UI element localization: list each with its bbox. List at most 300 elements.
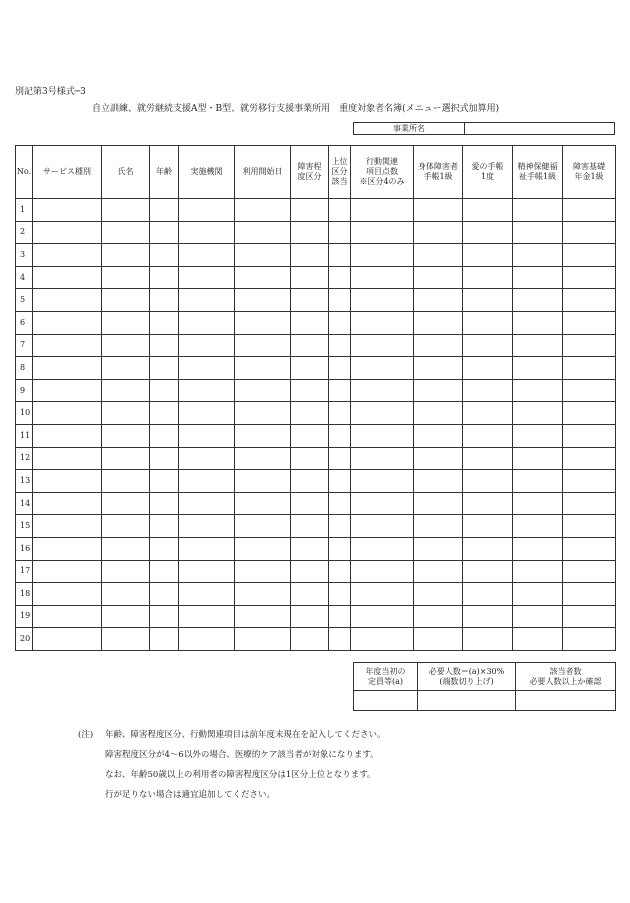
row-number: 17 [16, 560, 33, 583]
page-title: 自立訓練、就労継続支援A型・B型、就労移行支援事業所用 重度対象者名簿(メニュー選択式加算用) [92, 104, 500, 114]
table-cell[interactable] [513, 447, 563, 470]
table-cell[interactable] [291, 357, 329, 380]
table-cell[interactable] [563, 628, 616, 651]
row-number: 3 [16, 244, 33, 267]
table-cell[interactable] [414, 402, 463, 425]
summary-header-row [354, 663, 616, 691]
table-cell[interactable] [33, 266, 102, 289]
table-cell[interactable] [179, 289, 235, 312]
table-cell[interactable] [102, 357, 150, 380]
table-cell[interactable] [102, 221, 150, 244]
table-cell[interactable] [33, 515, 102, 538]
table-cell[interactable] [414, 379, 463, 402]
table-cell[interactable] [150, 447, 179, 470]
table-cell[interactable] [235, 221, 291, 244]
table-cell[interactable] [414, 357, 463, 380]
notes [78, 725, 386, 805]
row-number: 14 [16, 492, 33, 515]
table-cell[interactable] [463, 379, 513, 402]
row-number: 1 [16, 199, 33, 222]
note-text: なお、年齢50歳以上の利用者の障害程度区分は1区分上位となります。 [105, 770, 376, 780]
table-cell[interactable] [102, 583, 150, 606]
table-cell[interactable] [235, 199, 291, 222]
office-name-field[interactable] [465, 123, 615, 135]
table-cell[interactable] [329, 515, 351, 538]
table-cell[interactable] [414, 266, 463, 289]
table-cell[interactable] [150, 628, 179, 651]
table-cell[interactable] [414, 605, 463, 628]
table-cell[interactable] [329, 311, 351, 334]
row-number: 4 [16, 266, 33, 289]
table-cell[interactable] [235, 492, 291, 515]
table-cell[interactable] [563, 447, 616, 470]
table-cell[interactable] [463, 492, 513, 515]
table-cell[interactable] [463, 266, 513, 289]
table-cell[interactable] [351, 605, 414, 628]
table-cell[interactable] [563, 560, 616, 583]
table-cell[interactable] [179, 492, 235, 515]
table-cell[interactable] [33, 628, 102, 651]
table-cell[interactable] [563, 605, 616, 628]
column-header: 実施機関 [179, 146, 235, 199]
table-cell[interactable] [463, 605, 513, 628]
table-cell[interactable] [179, 537, 235, 560]
table-cell[interactable] [414, 199, 463, 222]
table-cell[interactable] [463, 424, 513, 447]
table-cell[interactable] [513, 537, 563, 560]
table-cell[interactable] [102, 560, 150, 583]
table-cell[interactable] [563, 266, 616, 289]
column-header: 行動関連 項目点数 ※区分4のみ [351, 146, 414, 199]
table-cell[interactable] [329, 357, 351, 380]
table-cell[interactable] [513, 492, 563, 515]
table-cell[interactable] [33, 221, 102, 244]
table-cell[interactable] [463, 221, 513, 244]
table-row [16, 628, 616, 651]
table-cell[interactable] [463, 289, 513, 312]
table-cell[interactable] [414, 221, 463, 244]
table-row [16, 266, 616, 289]
capacity-field[interactable] [354, 691, 418, 711]
table-cell[interactable] [291, 447, 329, 470]
table-cell[interactable] [235, 583, 291, 606]
table-row [16, 515, 616, 538]
table-row [16, 470, 616, 493]
table-cell[interactable] [235, 379, 291, 402]
table-cell[interactable] [329, 537, 351, 560]
table-cell[interactable] [150, 357, 179, 380]
table-cell[interactable] [102, 492, 150, 515]
column-header: No. [16, 146, 33, 199]
table-cell[interactable] [414, 334, 463, 357]
table-cell[interactable] [329, 244, 351, 267]
office-label: 事業所名 [354, 123, 465, 135]
table-cell[interactable] [102, 199, 150, 222]
note-line [78, 785, 386, 805]
table-cell[interactable] [150, 266, 179, 289]
table-cell[interactable] [291, 199, 329, 222]
table-cell[interactable] [414, 289, 463, 312]
table-cell[interactable] [414, 560, 463, 583]
table-cell[interactable] [414, 470, 463, 493]
table-cell[interactable] [102, 244, 150, 267]
table-cell[interactable] [102, 447, 150, 470]
table-cell[interactable] [179, 447, 235, 470]
row-number: 19 [16, 605, 33, 628]
table-cell[interactable] [150, 424, 179, 447]
table-cell[interactable] [235, 470, 291, 493]
table-cell[interactable] [291, 537, 329, 560]
table-cell[interactable] [150, 515, 179, 538]
table-cell[interactable] [463, 357, 513, 380]
table-cell[interactable] [351, 357, 414, 380]
table-cell[interactable] [351, 470, 414, 493]
note-line [78, 725, 386, 745]
table-cell[interactable] [329, 628, 351, 651]
table-cell[interactable] [235, 244, 291, 267]
table-cell[interactable] [235, 537, 291, 560]
note-text: 年齢、障害程度区分、行動関連項目は前年度末現在を記入してください。 [105, 730, 386, 740]
table-cell[interactable] [513, 266, 563, 289]
table-cell[interactable] [329, 560, 351, 583]
table-cell[interactable] [563, 424, 616, 447]
column-header: サービス種別 [33, 146, 102, 199]
table-cell[interactable] [414, 492, 463, 515]
table-cell[interactable] [291, 266, 329, 289]
table-cell[interactable] [351, 447, 414, 470]
table-cell[interactable] [102, 266, 150, 289]
table-cell[interactable] [329, 402, 351, 425]
roster-table [15, 145, 616, 651]
table-cell[interactable] [150, 537, 179, 560]
table-cell[interactable] [291, 492, 329, 515]
table-cell[interactable] [513, 470, 563, 493]
table-cell[interactable] [513, 357, 563, 380]
table-cell[interactable] [33, 244, 102, 267]
table-cell[interactable] [513, 515, 563, 538]
table-cell[interactable] [291, 583, 329, 606]
table-row [16, 357, 616, 380]
column-header: 愛の手帳 1度 [463, 146, 513, 199]
table-cell[interactable] [291, 605, 329, 628]
table-cell[interactable] [235, 560, 291, 583]
table-cell[interactable] [351, 311, 414, 334]
table-cell[interactable] [463, 311, 513, 334]
eligible-count-field[interactable] [516, 691, 616, 711]
summary-header: 必要人数＝(a)×30% (端数切り上げ) [418, 663, 516, 691]
table-cell[interactable] [179, 221, 235, 244]
table-cell[interactable] [102, 628, 150, 651]
column-header: 障害基礎 年金1級 [563, 146, 616, 199]
table-cell[interactable] [179, 244, 235, 267]
table-cell[interactable] [414, 515, 463, 538]
table-cell[interactable] [513, 244, 563, 267]
table-cell[interactable] [463, 628, 513, 651]
table-cell[interactable] [563, 199, 616, 222]
table-cell[interactable] [351, 379, 414, 402]
table-row [16, 402, 616, 425]
table-cell[interactable] [563, 311, 616, 334]
table-cell[interactable] [179, 515, 235, 538]
row-number: 10 [16, 402, 33, 425]
table-cell[interactable] [150, 605, 179, 628]
table-cell[interactable] [563, 492, 616, 515]
table-cell[interactable] [513, 560, 563, 583]
table-cell[interactable] [235, 357, 291, 380]
table-cell[interactable] [102, 605, 150, 628]
table-cell[interactable] [414, 311, 463, 334]
table-cell[interactable] [33, 447, 102, 470]
table-cell[interactable] [102, 515, 150, 538]
table-cell[interactable] [179, 402, 235, 425]
table-cell[interactable] [463, 244, 513, 267]
table-cell[interactable] [291, 244, 329, 267]
table-cell[interactable] [563, 379, 616, 402]
table-cell[interactable] [351, 424, 414, 447]
table-cell[interactable] [33, 605, 102, 628]
table-cell[interactable] [150, 402, 179, 425]
table-cell[interactable] [33, 537, 102, 560]
table-cell[interactable] [291, 424, 329, 447]
table-cell[interactable] [513, 289, 563, 312]
table-cell[interactable] [33, 560, 102, 583]
summary-value-row [354, 691, 616, 711]
table-cell[interactable] [563, 334, 616, 357]
table-cell[interactable] [351, 515, 414, 538]
table-cell[interactable] [102, 289, 150, 312]
note-text: 行が足りない場合は適宜追加してください。 [105, 790, 276, 800]
table-row [16, 289, 616, 312]
table-cell[interactable] [414, 583, 463, 606]
table-cell[interactable] [33, 289, 102, 312]
table-cell[interactable] [513, 628, 563, 651]
table-cell[interactable] [235, 515, 291, 538]
table-cell[interactable] [329, 289, 351, 312]
required-count-field[interactable] [418, 691, 516, 711]
table-cell[interactable] [329, 379, 351, 402]
table-cell[interactable] [33, 357, 102, 380]
table-row [16, 379, 616, 402]
table-cell[interactable] [179, 470, 235, 493]
table-cell[interactable] [414, 447, 463, 470]
table-cell[interactable] [179, 266, 235, 289]
table-cell[interactable] [291, 334, 329, 357]
table-cell[interactable] [351, 244, 414, 267]
table-cell[interactable] [463, 560, 513, 583]
table-cell[interactable] [291, 402, 329, 425]
note-line [78, 745, 386, 765]
column-header: 利用開始日 [235, 146, 291, 199]
table-cell[interactable] [33, 199, 102, 222]
table-cell[interactable] [463, 583, 513, 606]
table-cell[interactable] [291, 289, 329, 312]
column-header: 氏名 [102, 146, 150, 199]
table-cell[interactable] [102, 311, 150, 334]
table-cell[interactable] [291, 560, 329, 583]
column-header: 精神保健福 祉手帳1級 [513, 146, 563, 199]
table-cell[interactable] [329, 583, 351, 606]
table-cell[interactable] [179, 199, 235, 222]
table-cell[interactable] [563, 244, 616, 267]
table-cell[interactable] [563, 515, 616, 538]
table-row [16, 334, 616, 357]
table-cell[interactable] [150, 199, 179, 222]
table-cell[interactable] [291, 221, 329, 244]
table-cell[interactable] [351, 560, 414, 583]
table-cell[interactable] [102, 537, 150, 560]
table-cell[interactable] [291, 470, 329, 493]
table-cell[interactable] [513, 424, 563, 447]
column-header: 身体障害者 手帳1級 [414, 146, 463, 199]
table-cell[interactable] [179, 357, 235, 380]
table-cell[interactable] [463, 402, 513, 425]
table-cell[interactable] [179, 311, 235, 334]
table-cell[interactable] [33, 424, 102, 447]
table-cell[interactable] [179, 583, 235, 606]
table-cell[interactable] [329, 424, 351, 447]
table-cell[interactable] [513, 199, 563, 222]
table-cell[interactable] [351, 221, 414, 244]
table-cell[interactable] [102, 379, 150, 402]
table-cell[interactable] [329, 447, 351, 470]
table-cell[interactable] [329, 334, 351, 357]
table-cell[interactable] [235, 447, 291, 470]
table-cell[interactable] [329, 266, 351, 289]
table-cell[interactable] [291, 628, 329, 651]
table-row [16, 605, 616, 628]
table-cell[interactable] [150, 492, 179, 515]
table-cell[interactable] [351, 199, 414, 222]
table-cell[interactable] [351, 492, 414, 515]
table-row [16, 221, 616, 244]
row-number: 9 [16, 379, 33, 402]
column-header: 上位 区分 該当 [329, 146, 351, 199]
table-cell[interactable] [102, 470, 150, 493]
summary-header: 該当者数 必要人数以上か確認 [516, 663, 616, 691]
row-number: 20 [16, 628, 33, 651]
table-cell[interactable] [329, 199, 351, 222]
table-cell[interactable] [179, 605, 235, 628]
table-cell[interactable] [33, 583, 102, 606]
table-cell[interactable] [33, 334, 102, 357]
table-cell[interactable] [563, 583, 616, 606]
summary-header: 年度当初の 定員等(a) [354, 663, 418, 691]
table-cell[interactable] [513, 379, 563, 402]
table-cell[interactable] [351, 537, 414, 560]
table-cell[interactable] [33, 492, 102, 515]
table-cell[interactable] [235, 266, 291, 289]
table-cell[interactable] [563, 470, 616, 493]
table-cell[interactable] [102, 402, 150, 425]
table-cell[interactable] [563, 221, 616, 244]
table-cell[interactable] [463, 537, 513, 560]
table-cell[interactable] [291, 311, 329, 334]
table-cell[interactable] [351, 289, 414, 312]
table-cell[interactable] [463, 447, 513, 470]
table-cell[interactable] [463, 334, 513, 357]
table-cell[interactable] [513, 311, 563, 334]
table-cell[interactable] [235, 311, 291, 334]
table-cell[interactable] [463, 470, 513, 493]
table-cell[interactable] [463, 199, 513, 222]
table-cell[interactable] [329, 492, 351, 515]
table-cell[interactable] [150, 289, 179, 312]
table-cell[interactable] [235, 289, 291, 312]
table-cell[interactable] [150, 244, 179, 267]
table-cell[interactable] [513, 334, 563, 357]
table-cell[interactable] [235, 628, 291, 651]
table-cell[interactable] [291, 515, 329, 538]
table-cell[interactable] [563, 357, 616, 380]
table-cell[interactable] [102, 424, 150, 447]
table-cell[interactable] [513, 583, 563, 606]
table-cell[interactable] [33, 470, 102, 493]
table-cell[interactable] [351, 583, 414, 606]
table-cell[interactable] [414, 628, 463, 651]
table-row [16, 311, 616, 334]
table-cell[interactable] [179, 560, 235, 583]
row-number: 12 [16, 447, 33, 470]
table-cell[interactable] [414, 424, 463, 447]
table-cell[interactable] [414, 537, 463, 560]
table-cell[interactable] [563, 537, 616, 560]
table-cell[interactable] [150, 560, 179, 583]
table-cell[interactable] [329, 605, 351, 628]
table-cell[interactable] [329, 470, 351, 493]
table-cell[interactable] [102, 334, 150, 357]
table-cell[interactable] [563, 402, 616, 425]
table-cell[interactable] [235, 334, 291, 357]
note-text: 障害程度区分が4～6以外の場合、医療的ケア該当者が対象になります。 [105, 750, 379, 760]
table-cell[interactable] [235, 424, 291, 447]
table-cell[interactable] [150, 379, 179, 402]
table-cell[interactable] [179, 379, 235, 402]
table-cell[interactable] [414, 244, 463, 267]
row-number: 15 [16, 515, 33, 538]
table-cell[interactable] [463, 515, 513, 538]
table-cell[interactable] [179, 424, 235, 447]
table-cell[interactable] [33, 311, 102, 334]
row-number: 5 [16, 289, 33, 312]
table-cell[interactable] [513, 402, 563, 425]
table-row [16, 199, 616, 222]
table-row [16, 447, 616, 470]
table-cell[interactable] [563, 289, 616, 312]
table-cell[interactable] [291, 379, 329, 402]
table-cell[interactable] [33, 379, 102, 402]
table-cell[interactable] [351, 266, 414, 289]
table-cell[interactable] [179, 334, 235, 357]
column-header: 年齢 [150, 146, 179, 199]
table-row [16, 492, 616, 515]
table-cell[interactable] [513, 605, 563, 628]
table-cell[interactable] [179, 628, 235, 651]
table-cell[interactable] [235, 605, 291, 628]
table-cell[interactable] [235, 402, 291, 425]
table-cell[interactable] [150, 583, 179, 606]
table-cell[interactable] [351, 334, 414, 357]
table-cell[interactable] [150, 334, 179, 357]
table-cell[interactable] [33, 402, 102, 425]
table-cell[interactable] [150, 221, 179, 244]
table-cell[interactable] [351, 628, 414, 651]
table-cell[interactable] [351, 402, 414, 425]
table-cell[interactable] [150, 470, 179, 493]
table-cell[interactable] [150, 311, 179, 334]
table-cell[interactable] [513, 221, 563, 244]
row-number: 7 [16, 334, 33, 357]
table-cell[interactable] [329, 221, 351, 244]
